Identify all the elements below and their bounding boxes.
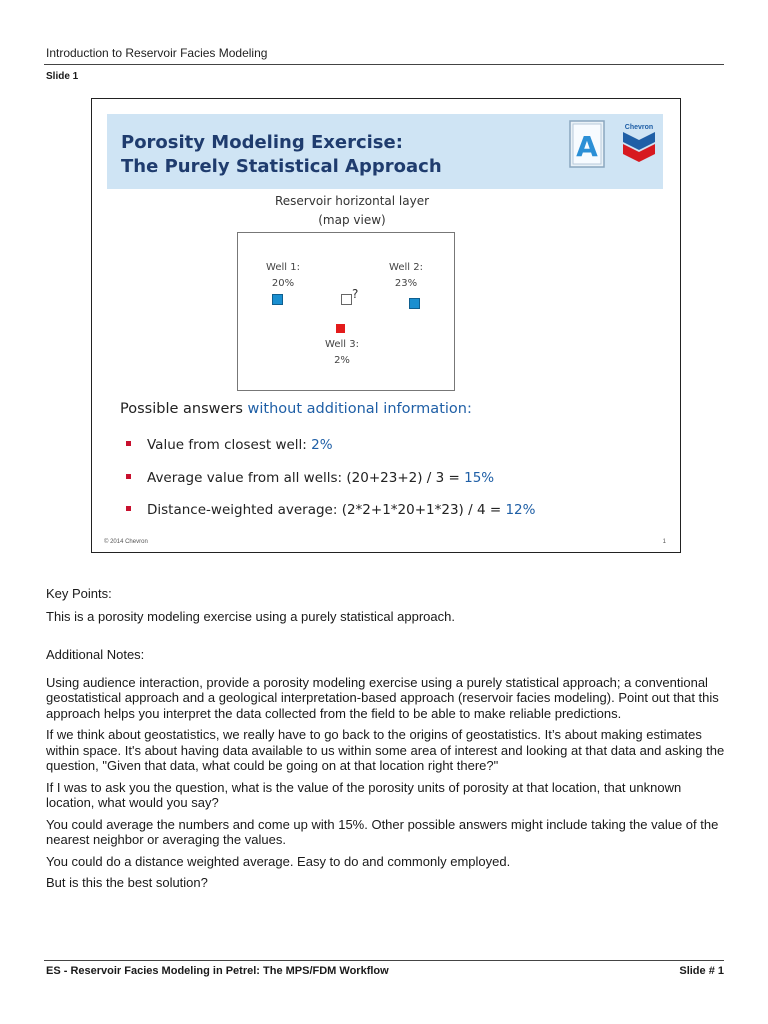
chevron-logo-icon [619, 122, 659, 166]
notes-paragraph: If we think about geostatistics, we really have to go back to the origins of geostatistics. It’s about making estimates within space. It's about having data available to us within some area of interest and looking at that data and asking the question, "Given that data, what could be going on at that location right there?" [46, 727, 725, 773]
answers-heading [120, 401, 472, 417]
header-divider [44, 64, 724, 65]
slide-title-band [107, 114, 663, 189]
answer-text: Average value from all wells: (20+23+2) / 3 = [147, 470, 465, 486]
unknown-question-mark: ? [352, 287, 359, 301]
key-points-label: Key Points: [46, 586, 112, 601]
well-1-value: 20% [271, 278, 295, 289]
well-1-name: Well 1: [266, 262, 300, 273]
well-3-name: Well 3: [325, 339, 359, 350]
notes-paragraph: Using audience interaction, provide a porosity modeling exercise using a purely statistical approach; a conventional geostatistical approach and a geological interpretation-based approach (reservoir facies modeling). Point out that this approach helps you interpret the data collected from the field to be able to make reliable predictions. [46, 674, 719, 721]
well-3-marker [336, 324, 345, 333]
reservoir-map [237, 232, 455, 391]
answer-bullet [126, 437, 333, 453]
notes-paragraph: You could do a distance weighted average. Easy to do and commonly employed. [46, 853, 511, 869]
page-header-title: Introduction to Reservoir Facies Modeling [46, 46, 268, 60]
bullet-marker [126, 474, 131, 479]
answers-heading-prefix: Possible answers [120, 401, 248, 417]
answer-bullet [126, 470, 494, 486]
key-points-text: This is a porosity modeling exercise using a purely statistical approach. [46, 608, 455, 624]
map-caption-line-1: Reservoir horizontal layer [274, 194, 430, 208]
answer-value: 2% [311, 437, 333, 453]
well-2-marker [409, 298, 420, 309]
bullet-marker [126, 506, 131, 511]
a-logo-icon [569, 120, 605, 168]
chevron-wordmark: Chevron [624, 124, 654, 131]
answer-bullet [126, 502, 535, 518]
slide-label: Slide 1 [46, 71, 79, 82]
well-2-value: 23% [394, 278, 418, 289]
footer-slide-number: Slide # 1 [679, 965, 724, 977]
speaker-notes [46, 586, 726, 897]
well-2-label [376, 260, 436, 292]
a-logo-letter: A [576, 130, 598, 163]
answer-text: Distance-weighted average: (2*2+1*20+1*23) / 4 = [147, 502, 506, 518]
slide-title-line-1: Porosity Modeling Exercise: [121, 132, 403, 153]
answer-value: 12% [505, 502, 536, 518]
slide-title-line-2: The Purely Statistical Approach [121, 156, 442, 177]
notes-paragraph: But is this the best solution? [46, 875, 208, 890]
bullet-marker [126, 441, 131, 446]
well-2-name: Well 2: [389, 262, 423, 273]
additional-notes-label: Additional Notes: [46, 647, 145, 662]
answer-text: Value from closest well: [147, 437, 312, 453]
notes-paragraph: If I was to ask you the question, what is the value of the porosity units of porosity at that location, that unknown location, what would you say? [46, 779, 682, 810]
answer-value: 15% [464, 470, 495, 486]
map-caption-line-2: (map view) [318, 213, 386, 227]
slide-number: 1 [662, 539, 666, 545]
well-1-label [253, 260, 313, 292]
well-3-label [312, 337, 372, 369]
slide-copyright: © 2014 Chevron [104, 539, 148, 545]
well-1-marker [272, 294, 283, 305]
footer-divider [44, 960, 724, 961]
slide-thumbnail [91, 98, 681, 553]
unknown-location-marker [341, 294, 352, 305]
well-3-value: 2% [334, 355, 350, 366]
answers-heading-highlight: without additional information: [247, 401, 472, 417]
footer-course-title: ES - Reservoir Facies Modeling in Petrel: The MPS/FDM Workflow [46, 965, 389, 977]
notes-paragraph: You could average the numbers and come up with 15%. Other possible answers might include taking the value of the nearest neighbor or averaging the values. [46, 816, 719, 847]
